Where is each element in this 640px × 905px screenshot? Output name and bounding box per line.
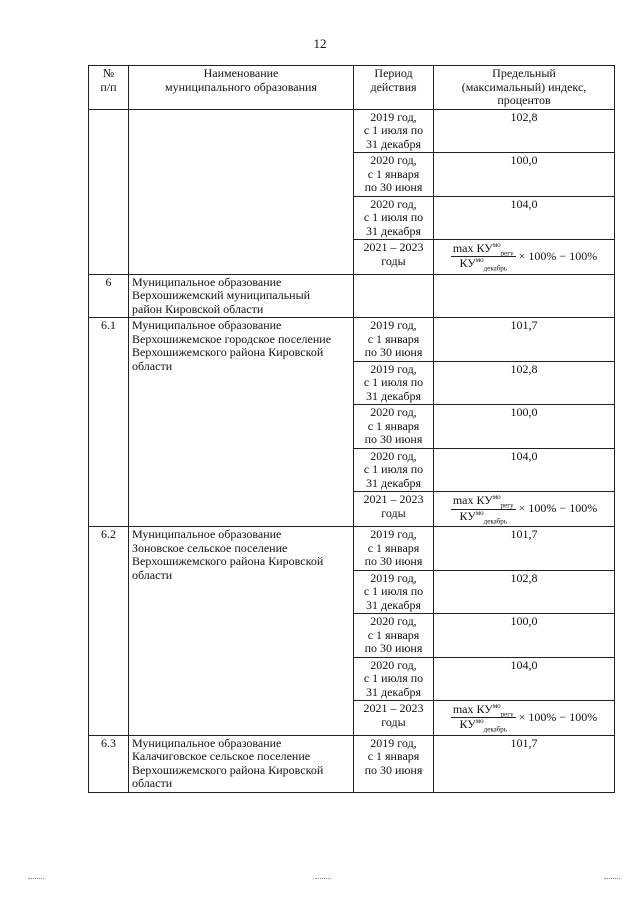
formula-numerator: [451, 242, 516, 257]
index-cell: [434, 614, 615, 658]
header-num: [89, 66, 129, 110]
period-cell: [354, 318, 434, 362]
header-num-text: № п/п: [100, 66, 117, 94]
header-index-text: Предельный (максимальный) индекс, процентов: [461, 66, 587, 107]
index-cell: [434, 570, 615, 614]
index-cell: [434, 240, 615, 275]
formula-den-sup: мо: [475, 717, 484, 726]
period-cell: [354, 614, 434, 658]
row-number-cell: [89, 527, 129, 736]
row-number-cell: [89, 109, 129, 274]
period-cell: [354, 735, 434, 792]
formula-max: max КУ: [452, 702, 493, 717]
municipality-name: Муниципальное образование Зоновское сельское поселение Верхошижемского района Кировской области: [132, 527, 324, 582]
period-text: 2021 – 2023 годы: [363, 492, 424, 520]
period-text: 2019 год, с 1 июля по 31 декабря: [363, 570, 424, 612]
table-row: [89, 527, 615, 571]
row-number: 6.2: [101, 527, 116, 542]
formula-tail: × 100% − 100%: [518, 249, 598, 264]
period-text: 2019 год, с 1 января по 30 июня: [364, 527, 423, 569]
formula-den: КУ: [459, 256, 476, 271]
table-row: [89, 274, 615, 318]
period-text: 2021 – 2023 годы: [363, 240, 424, 268]
row-number: 6.1: [101, 318, 116, 333]
period-text: 2021 – 2023 годы: [363, 701, 424, 729]
index-value: 100,0: [510, 405, 538, 420]
index-cell: [434, 657, 615, 701]
period-text: 2020 год, с 1 января по 30 июня: [364, 614, 423, 656]
index-value: 102,8: [510, 570, 538, 585]
index-cell: [434, 735, 615, 792]
period-cell: [354, 361, 434, 405]
formula-den-sub: декабрь: [483, 517, 507, 526]
index-cell: [434, 701, 615, 736]
index-value: 101,7: [510, 527, 538, 542]
index-cell: [434, 274, 615, 318]
index-cell: [434, 196, 615, 240]
index-value: 102,8: [510, 109, 538, 124]
municipality-name: Муниципальное образование Калачиговское сельское поселение Верхошижемского района Кировской области: [132, 735, 324, 791]
municipality-name-cell: [129, 109, 354, 274]
index-cell: [434, 153, 615, 197]
row-number-cell: [89, 735, 129, 792]
period-cell: [354, 570, 434, 614]
municipality-name-cell: [129, 735, 354, 792]
index-cell: [434, 361, 615, 405]
formula-den-sub: декабрь: [483, 264, 507, 273]
period-text: 2020 год, с 1 января по 30 июня: [364, 405, 423, 447]
period-text: 2019 год, с 1 июля по 31 декабря: [363, 109, 424, 151]
formula-den-sup: мо: [475, 508, 484, 517]
index-cell: [434, 448, 615, 492]
index-value: 102,8: [510, 361, 538, 376]
formula-max: max КУ: [452, 493, 493, 508]
formula-fraction: [451, 494, 516, 524]
index-cell: [434, 405, 615, 449]
formula-numerator: [451, 494, 516, 509]
tariff-index-table: [88, 65, 615, 793]
table-row: [89, 318, 615, 362]
period-text: 2019 год, с 1 января по 30 июня: [364, 318, 423, 360]
page-number: 12: [313, 36, 327, 51]
row-number-cell: [89, 274, 129, 318]
index-cell: [434, 492, 615, 527]
formula-tail: × 100% − 100%: [518, 501, 598, 516]
formula-numerator: [451, 703, 516, 718]
scan-mark-left: [28, 878, 44, 879]
period-text: 2020 год, с 1 июля по 31 декабря: [363, 196, 424, 238]
scan-mark-center: [315, 878, 331, 879]
formula-fraction: [451, 703, 516, 733]
header-period-text: Период действия: [370, 66, 417, 94]
index-value: 100,0: [510, 614, 538, 629]
index-value: 101,7: [510, 735, 538, 750]
header-index: [434, 66, 615, 110]
period-cell: [354, 274, 434, 318]
period-cell: [354, 701, 434, 736]
index-value: 104,0: [510, 196, 538, 211]
index-value: 100,0: [510, 153, 538, 167]
period-cell: [354, 196, 434, 240]
period-text: 2020 год, с 1 июля по 31 декабря: [363, 448, 424, 490]
period-cell: [354, 657, 434, 701]
header-period: [354, 66, 434, 110]
period-cell: [354, 240, 434, 275]
formula-fraction: [451, 242, 516, 272]
period-text: 2020 год, с 1 января по 30 июня: [364, 153, 423, 194]
formula-sup: мо: [492, 702, 501, 711]
municipality-name-cell: [129, 318, 354, 527]
period-cell: [354, 153, 434, 197]
table-row: [89, 735, 615, 792]
formula-sub: регу: [500, 249, 514, 258]
row-number: 6.3: [101, 735, 116, 750]
period-cell: [354, 492, 434, 527]
formula-den: КУ: [459, 717, 476, 732]
period-text: 2019 год, с 1 января по 30 июня: [364, 735, 423, 777]
period-cell: [354, 109, 434, 153]
period-text: 2020 год, с 1 июля по 31 декабря: [363, 657, 424, 699]
municipality-name: Муниципальное образование Верхошижемский муниципальный район Кировской области: [132, 274, 311, 316]
scan-mark-right: [604, 878, 620, 879]
table-header-row: [89, 66, 615, 110]
index-value: 101,7: [510, 318, 538, 333]
formula-denominator: [457, 257, 509, 271]
period-text: 2019 год, с 1 июля по 31 декабря: [363, 361, 424, 403]
formula-tail: × 100% − 100%: [518, 710, 598, 725]
index-cell: [434, 527, 615, 571]
formula-sub: регу: [500, 710, 514, 719]
header-name-text: Наименование муниципального образования: [165, 66, 317, 94]
period-cell: [354, 405, 434, 449]
municipality-name: Муниципальное образование Верхошижемское городское поселение Верхошижемского района Кировской области: [132, 318, 332, 373]
index-formula: [436, 703, 612, 733]
index-value: 104,0: [510, 448, 538, 463]
index-formula: [436, 242, 612, 272]
period-cell: [354, 527, 434, 571]
index-formula: [436, 494, 612, 524]
formula-denominator: [457, 510, 509, 524]
formula-sub: регу: [500, 501, 514, 510]
table-row: [89, 109, 615, 153]
formula-max: max КУ: [452, 241, 493, 255]
row-number: 6: [105, 274, 112, 289]
formula-denominator: [457, 718, 509, 732]
formula-den-sup: мо: [475, 256, 484, 265]
row-number-cell: [89, 318, 129, 527]
formula-den-sub: декабрь: [483, 725, 507, 734]
header-name: [129, 66, 354, 110]
formula-sup: мо: [492, 493, 501, 502]
municipality-name-cell: [129, 527, 354, 736]
index-value: 104,0: [510, 657, 538, 672]
index-cell: [434, 109, 615, 153]
municipality-name-cell: [129, 274, 354, 318]
index-cell: [434, 318, 615, 362]
period-cell: [354, 448, 434, 492]
formula-sup: мо: [492, 241, 501, 249]
formula-den: КУ: [459, 508, 476, 523]
